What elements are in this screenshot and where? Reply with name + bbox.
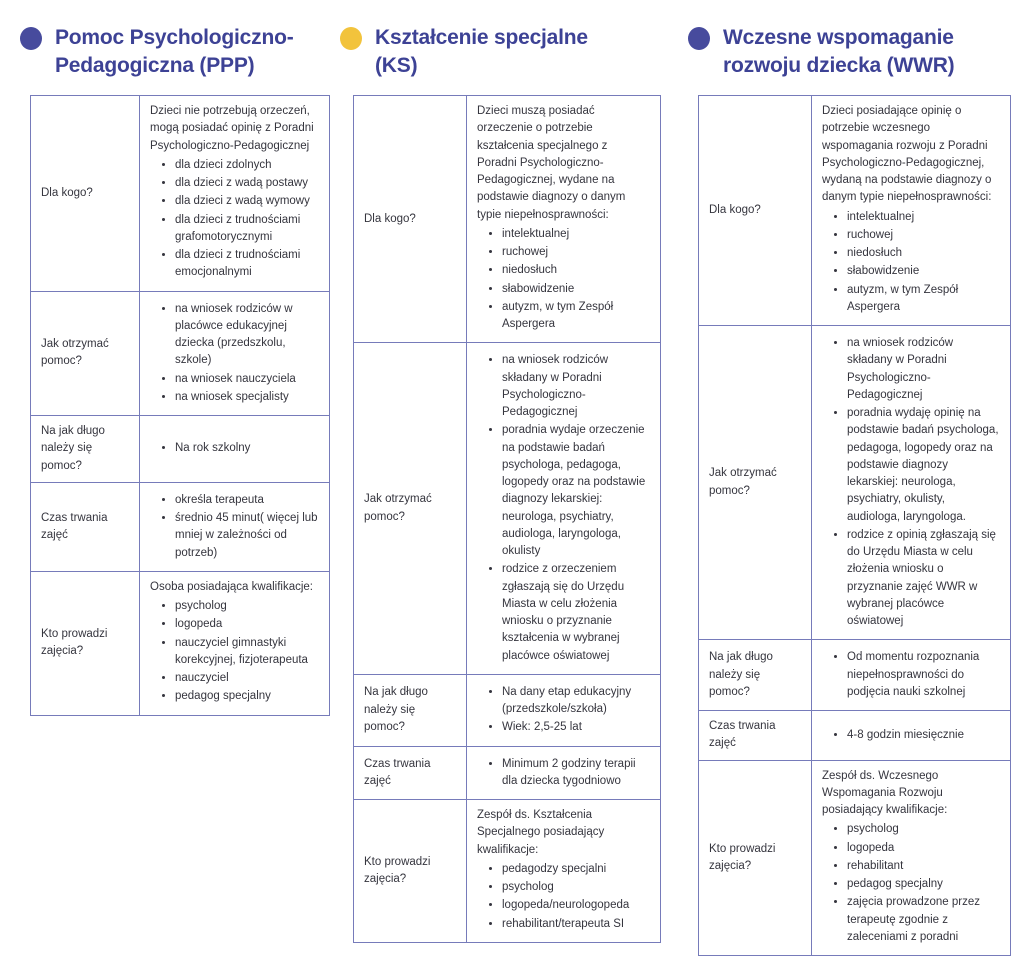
title-line: Kształcenie specjalne <box>375 26 588 49</box>
table-row <box>699 640 1011 711</box>
bullet-list <box>150 598 319 706</box>
info-table-wwr <box>698 95 1011 956</box>
row-content <box>140 96 330 292</box>
bullet-item: • niedosłuch <box>847 245 1000 262</box>
bullet-item: • rehabilitant/terapeuta SI <box>502 916 650 933</box>
row-content <box>467 800 661 943</box>
row-content <box>812 96 1011 326</box>
bullet-list <box>150 492 319 562</box>
bullet-list <box>150 301 319 407</box>
bullet-item: • zajęcia prowadzone przez terapeutę zgodnie z zaleceniami z poradni <box>847 894 1000 946</box>
bullet-item: • na wniosek specjalisty <box>175 389 319 406</box>
page-title-wwr <box>723 24 954 80</box>
bullet-item: • słabowidzenie <box>847 263 1000 280</box>
bullet-item: • na wniosek nauczyciela <box>175 371 319 388</box>
row-intro-text: Zespół ds. Wczesnego Wspomagania Rozwoju posiadający kwalifikacje: <box>822 769 948 816</box>
row-label: Dla kogo? <box>31 96 140 292</box>
row-label: Jak otrzymać pomoc? <box>699 326 812 640</box>
bullet-item: • pedagog specjalny <box>847 876 1000 893</box>
bullet-item: • ruchowej <box>502 244 650 261</box>
bullet-item: • rehabilitant <box>847 858 1000 875</box>
row-content <box>812 326 1011 640</box>
bullet-item: • logopeda/neurologopeda <box>502 897 650 914</box>
row-label: Jak otrzymać pomoc? <box>31 291 140 416</box>
bullet-item: • autyzm, w tym Zespół Aspergera <box>847 282 1000 317</box>
bullet-item: • logopeda <box>175 616 319 633</box>
bullet-list <box>477 684 650 737</box>
table-row <box>354 746 661 800</box>
title-line: Pomoc Psychologiczno- <box>55 26 294 49</box>
bullet-list <box>822 209 1000 317</box>
row-label: Kto prowadzi zajęcia? <box>354 800 467 943</box>
bullet-item: • określa terapeuta <box>175 492 319 509</box>
table-row <box>699 760 1011 956</box>
title-line: Pedagogiczna (PPP) <box>55 53 255 77</box>
row-content <box>812 711 1011 761</box>
bullet-item: • poradnia wydaje orzeczenie na podstawie badań psychologa, pedagoga, logopedy oraz na podstawie diagnozy lekarskiej: neurologa, psychiatry, audiologa, laryngologa, okulisty <box>502 422 650 560</box>
bullet-item: • pedagog specjalny <box>175 688 319 705</box>
bullet-item: • dla dzieci zdolnych <box>175 157 319 174</box>
bullet-list <box>822 335 1000 630</box>
bullet-list <box>822 821 1000 946</box>
table-row <box>354 343 661 675</box>
bullet-list <box>477 756 650 791</box>
row-content <box>140 571 330 715</box>
row-content <box>467 343 661 675</box>
bullet-list <box>150 157 319 282</box>
info-table-ppp <box>30 95 330 716</box>
table-row <box>31 482 330 571</box>
bullet-item: • dla dzieci z trudnościami emocjonalnymi <box>175 247 319 282</box>
bullet-item: • logopeda <box>847 840 1000 857</box>
bullet-item: • rodzice z opinią zgłaszają się do Urzędu Miasta w celu złożenia wniosku o przyznanie zajęć WWR w wybranej placówce oświatowej <box>847 527 1000 631</box>
row-label: Dla kogo? <box>354 96 467 343</box>
row-intro-text: Dzieci nie potrzebują orzeczeń, mogą posiadać opinię z Poradni Psychologiczno-Pedagogicznej <box>150 105 314 152</box>
bullet-item: • psycholog <box>502 879 650 896</box>
bullet-list <box>477 352 650 665</box>
row-label: Kto prowadzi zajęcia? <box>699 760 812 956</box>
bullet-item: • rodzice z orzeczeniem zgłaszają się do Urzędu Miasta w celu złożenia wniosku o przyznanie kształcenia w wybranej placówce oświatowej <box>502 561 650 665</box>
table-row <box>354 800 661 943</box>
row-label: Kto prowadzi zajęcia? <box>31 571 140 715</box>
bullet-dot-icon <box>20 27 42 50</box>
bullet-item: • intelektualnej <box>847 209 1000 226</box>
info-table-ks <box>353 95 661 943</box>
row-content <box>812 760 1011 956</box>
row-label: Na jak długo należy się pomoc? <box>354 674 467 746</box>
bullet-item: • nauczyciel gimnastyki korekcyjnej, fizjoterapeuta <box>175 635 319 670</box>
bullet-list <box>150 440 319 457</box>
bullet-item: • Od momentu rozpoznania niepełnosprawności do podjęcia nauki szkolnej <box>847 649 1000 701</box>
bullet-dot-icon <box>340 27 362 50</box>
row-label: Na jak długo należy się pomoc? <box>31 416 140 483</box>
page-title-ppp <box>55 24 294 80</box>
column-header-ks <box>340 24 650 80</box>
row-intro-text: Osoba posiadająca kwalifikacje: <box>150 580 314 593</box>
bullet-dot-icon <box>688 27 710 50</box>
bullet-item: • ruchowej <box>847 227 1000 244</box>
row-intro-text: Zespół ds. Kształcenia Specjalnego posiadający kwalifikacje: <box>477 809 605 856</box>
row-content <box>140 416 330 483</box>
row-content <box>140 482 330 571</box>
table-row <box>31 416 330 483</box>
bullet-item: • psycholog <box>847 821 1000 838</box>
table-row <box>354 674 661 746</box>
bullet-item: • nauczyciel <box>175 670 319 687</box>
row-label: Dla kogo? <box>699 96 812 326</box>
bullet-item: • Na rok szkolny <box>175 440 319 457</box>
bullet-item: • dla dzieci z wadą postawy <box>175 175 319 192</box>
column-header-wwr <box>688 24 1018 80</box>
bullet-item: • na wniosek rodziców składany w Poradni Psychologiczno-Pedagogicznej <box>502 352 650 421</box>
row-label: Jak otrzymać pomoc? <box>354 343 467 675</box>
bullet-item: • słabowidzenie <box>502 281 650 298</box>
bullet-list <box>822 649 1000 701</box>
table-row <box>699 326 1011 640</box>
bullet-list <box>477 861 650 933</box>
row-intro-text: Dzieci posiadające opinię o potrzebie wczesnego wspomagania rozwoju z Poradni Psychologiczno-Pedagogicznej, wydaną na podstawie diagnozy o danym typie niepełnosprawności: <box>822 105 992 204</box>
bullet-item: • niedosłuch <box>502 262 650 279</box>
row-content <box>467 674 661 746</box>
bullet-item: • na wniosek rodziców w placówce edukacyjnej dziecka (przedszkolu, szkole) <box>175 301 319 370</box>
table-row <box>699 96 1011 326</box>
row-label: Czas trwania zajęć <box>699 711 812 761</box>
bullet-list <box>477 226 650 334</box>
bullet-item: • intelektualnej <box>502 226 650 243</box>
row-intro-text: Dzieci muszą posiadać orzeczenie o potrzebie kształcenia specjalnego z Poradni Psychologiczno-Pedagogicznej, wydane na podstawie diagnozy o danym typie niepełnosprawności: <box>477 105 626 221</box>
row-content <box>812 640 1011 711</box>
page-title-ks <box>375 24 588 80</box>
row-content <box>467 746 661 800</box>
bullet-item: • średnio 45 minut( więcej lub mniej w zależności od potrzeb) <box>175 510 319 562</box>
table-row <box>31 291 330 416</box>
table-row <box>354 96 661 343</box>
bullet-item: • Wiek: 2,5-25 lat <box>502 719 650 736</box>
row-content <box>467 96 661 343</box>
row-label: Czas trwania zajęć <box>31 482 140 571</box>
column-header-ppp <box>20 24 320 80</box>
bullet-item: • 4-8 godzin miesięcznie <box>847 727 1000 744</box>
bullet-item: • psycholog <box>175 598 319 615</box>
row-content <box>140 291 330 416</box>
bullet-item: • Minimum 2 godziny terapii dla dziecka tygodniowo <box>502 756 650 791</box>
bullet-list <box>822 727 1000 744</box>
bullet-item: • pedagodzy specjalni <box>502 861 650 878</box>
bullet-item: • Na dany etap edukacyjny (przedszkole/szkoła) <box>502 684 650 719</box>
title-line: (KS) <box>375 53 418 77</box>
title-line: Wczesne wspomaganie <box>723 26 954 49</box>
bullet-item: • poradnia wydaję opinię na podstawie badań psychologa, pedagoga, logopedy oraz na podstawie diagnozy lekarskiej: neurologa, psychiatry, okulisty, audiologa, laryngologa. <box>847 405 1000 526</box>
bullet-item: • dla dzieci z wadą wymowy <box>175 193 319 210</box>
row-label: Na jak długo należy się pomoc? <box>699 640 812 711</box>
bullet-item: • dla dzieci z trudnościami grafomotorycznymi <box>175 212 319 247</box>
bullet-item: • na wniosek rodziców składany w Poradni Psychologiczno-Pedagogicznej <box>847 335 1000 404</box>
table-row <box>31 96 330 292</box>
row-label: Czas trwania zajęć <box>354 746 467 800</box>
bullet-item: • autyzm, w tym Zespół Aspergera <box>502 299 650 334</box>
table-row <box>699 711 1011 761</box>
table-row <box>31 571 330 715</box>
title-line: rozwoju dziecka (WWR) <box>723 53 955 77</box>
